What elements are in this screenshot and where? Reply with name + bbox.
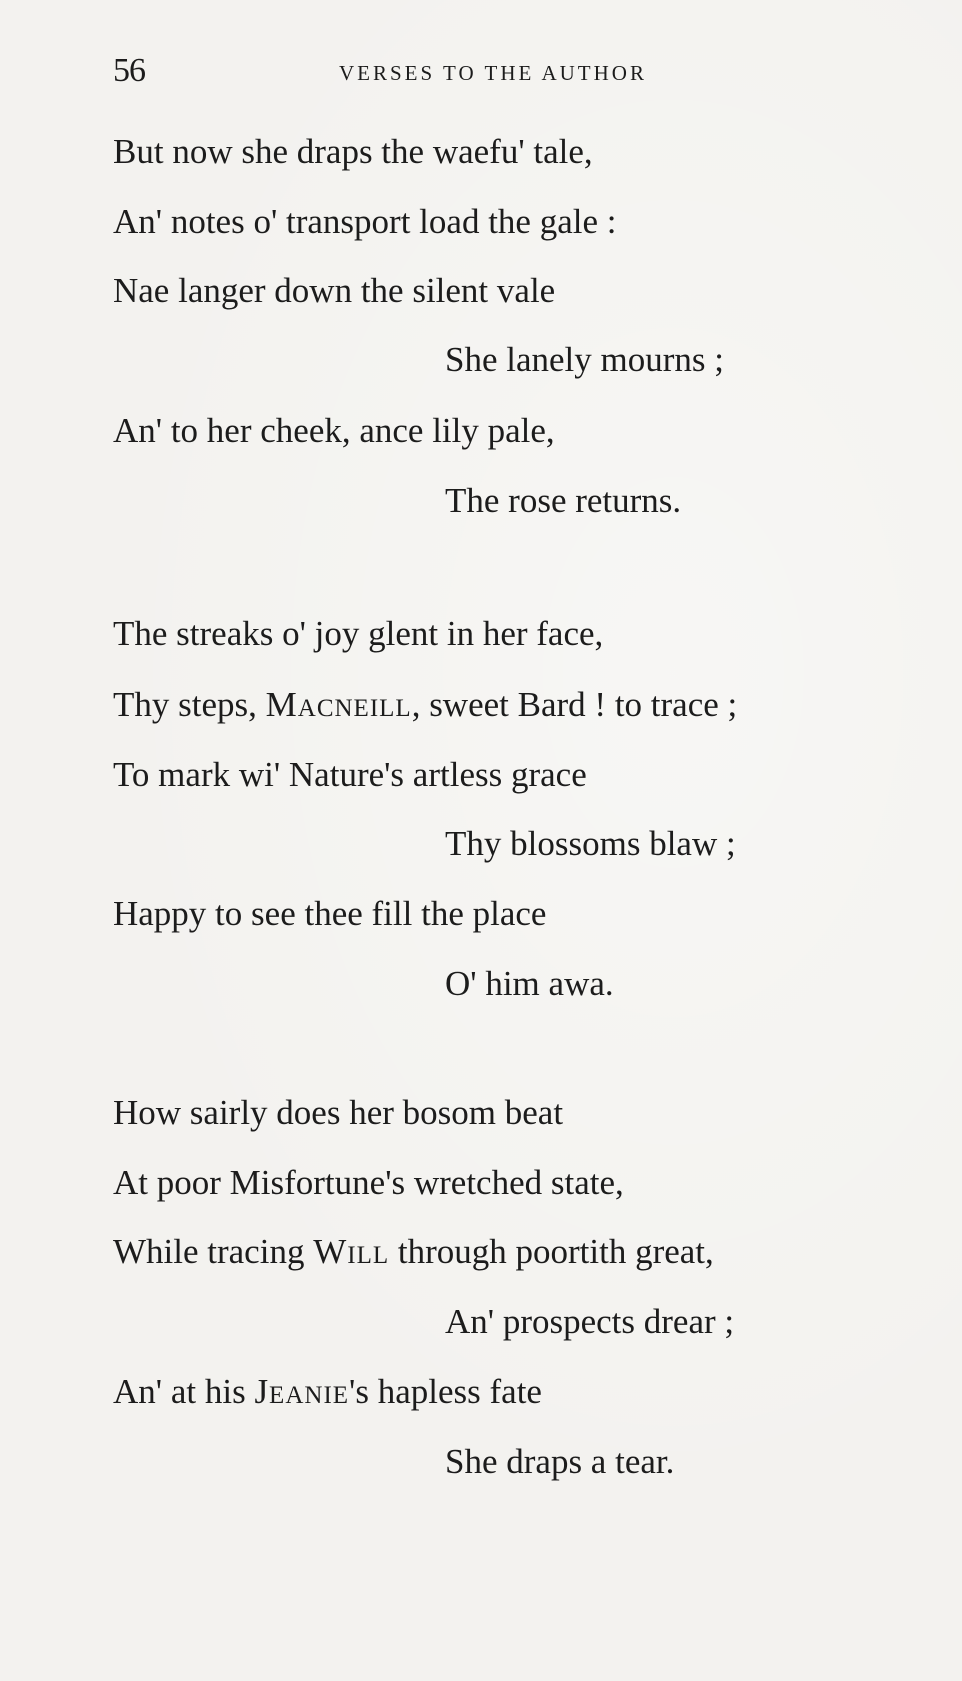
line-text: through poortith great, <box>389 1232 714 1271</box>
line-text: , sweet Bard ! to trace ; <box>411 685 738 724</box>
name-small-caps: Jeanie <box>254 1372 350 1411</box>
verse-line-indented: O' him awa. <box>445 964 614 1003</box>
line-text: Thy steps, <box>113 685 266 724</box>
name-small-caps: Macneill <box>265 685 412 724</box>
page-number: 56 <box>113 52 145 89</box>
verse-line-indented: An' prospects drear ; <box>445 1302 735 1341</box>
verse-line: An' notes o' transport load the gale : <box>113 202 617 241</box>
verse-line: The streaks o' joy glent in her face, <box>113 614 604 653</box>
verse-line <box>113 1232 714 1272</box>
verse-line: An' to her cheek, ance lily pale, <box>113 411 555 450</box>
line-text: 's hapless fate <box>349 1372 542 1411</box>
verse-line <box>113 685 737 725</box>
verse-line: To mark wi' Nature's artless grace <box>113 755 587 794</box>
verse-line-indented: She draps a tear. <box>445 1442 675 1481</box>
line-text: An' at his <box>113 1372 255 1411</box>
page-header <box>113 52 773 92</box>
verse-line-indented: She lanely mourns ; <box>445 340 724 379</box>
verse-line: At poor Misfortune's wretched state, <box>113 1163 624 1202</box>
name-small-caps: Will <box>313 1232 390 1271</box>
verse-line <box>113 1372 542 1412</box>
verse-line: How sairly does her bosom beat <box>113 1093 564 1132</box>
verse-line-indented: The rose returns. <box>445 481 682 520</box>
verse-line-indented: Thy blossoms blaw ; <box>445 824 736 863</box>
verse-line: Happy to see thee fill the place <box>113 894 547 933</box>
running-title: VERSES TO THE AUTHOR <box>339 61 647 85</box>
verse-line: Nae langer down the silent vale <box>113 271 556 310</box>
verse-line: But now she draps the waefu' tale, <box>113 132 593 171</box>
line-text: While tracing <box>113 1232 314 1271</box>
